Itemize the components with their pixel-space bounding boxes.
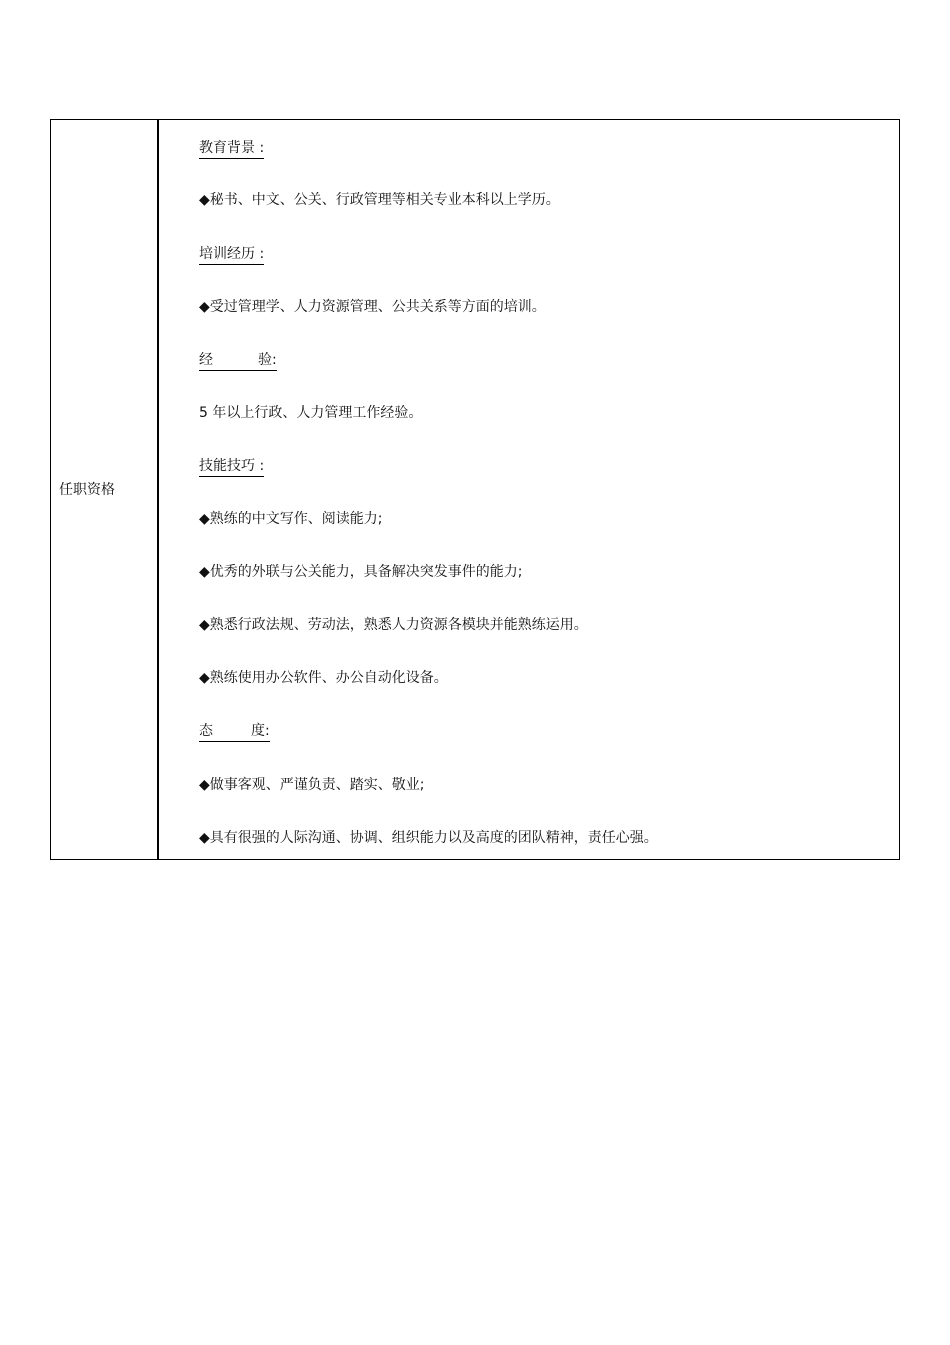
skills-item: ◆优秀的外联与公关能力，具备解决突发事件的能力; <box>199 564 523 580</box>
row-label: 任职资格 <box>59 481 115 498</box>
experience-heading-end: 验: <box>258 352 277 368</box>
training-item: ◆受过管理学、人力资源管理、公共关系等方面的培训。 <box>199 299 546 315</box>
skills-heading: 技能技巧 : <box>199 457 264 477</box>
skills-item: ◆熟练使用办公软件、办公自动化设备。 <box>199 670 448 686</box>
attitude-heading-end: 度: <box>251 723 270 739</box>
experience-heading <box>199 351 277 371</box>
experience-heading-start: 经 <box>199 352 213 368</box>
attitude-heading-start: 态 <box>199 723 213 739</box>
training-heading: 培训经历 : <box>199 245 264 265</box>
education-heading: 教育背景 : <box>199 139 264 159</box>
qualifications-table <box>50 119 900 860</box>
skills-item: ◆熟练的中文写作、阅读能力; <box>199 511 383 527</box>
attitude-item: ◆做事客观、严谨负责、踏实、敬业; <box>199 777 425 793</box>
skills-item: ◆熟悉行政法规、劳动法，熟悉人力资源各模块并能熟练运用。 <box>199 617 588 633</box>
experience-item: 5 年以上行政、人力管理工作经验。 <box>199 405 423 421</box>
column-divider <box>157 120 159 859</box>
attitude-item: ◆具有很强的人际沟通、协调、组织能力以及高度的团队精神，责任心强。 <box>199 830 658 846</box>
attitude-heading <box>199 722 270 742</box>
education-item: ◆秘书、中文、公关、行政管理等相关专业本科以上学历。 <box>199 192 560 208</box>
label-cell <box>51 120 157 859</box>
